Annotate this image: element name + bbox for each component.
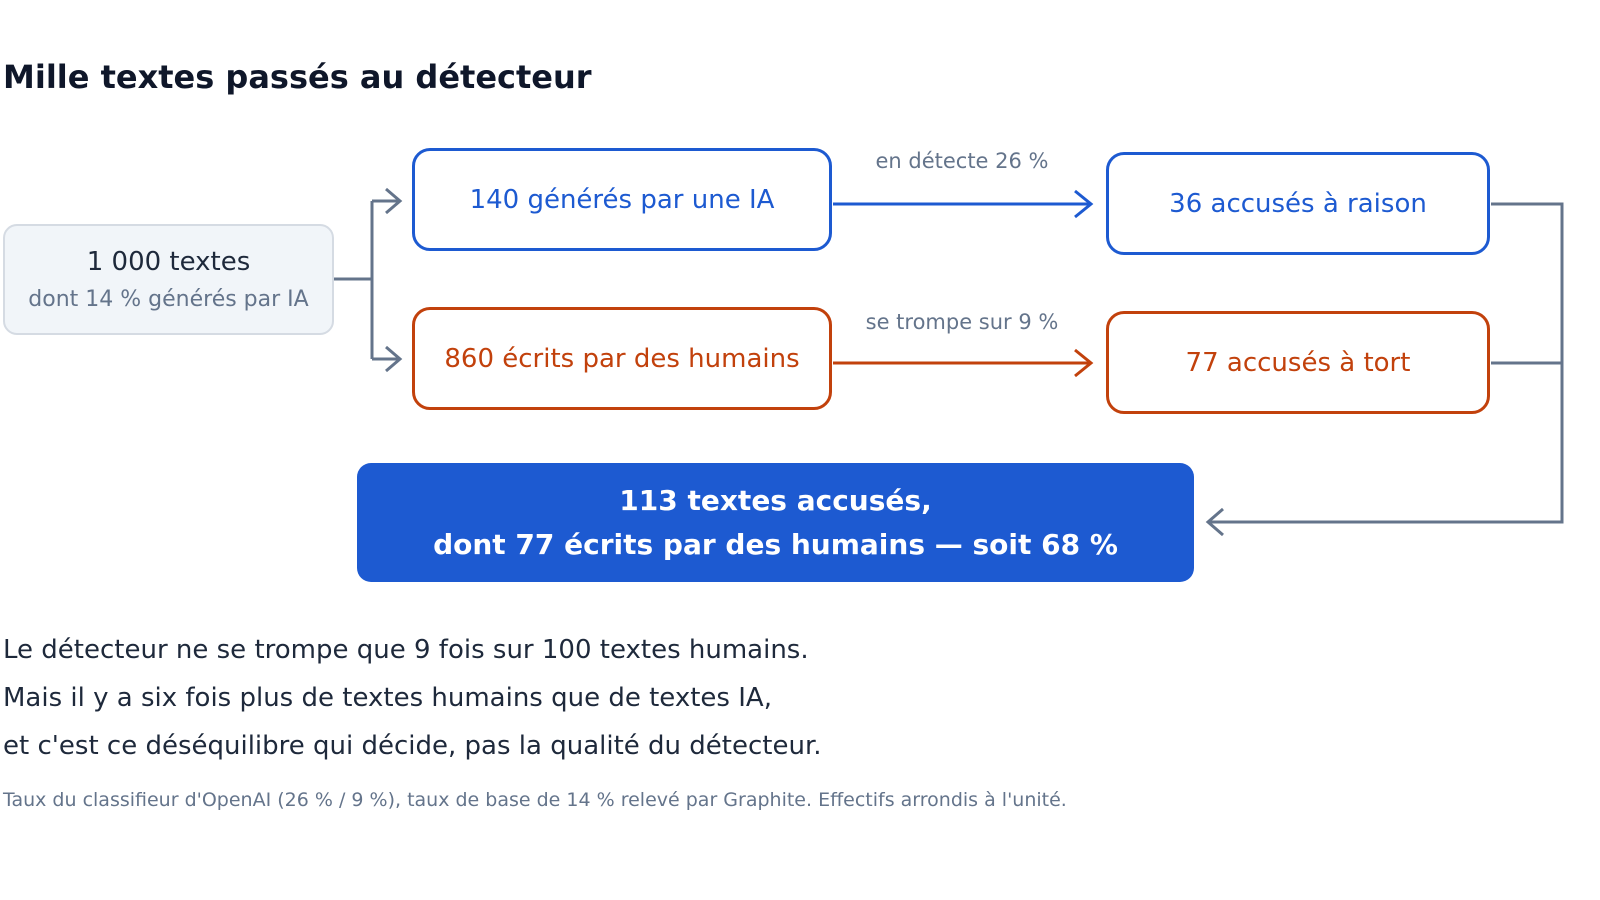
- explanation-text: [3, 626, 822, 770]
- source-node: [3, 224, 334, 335]
- result-node: [357, 463, 1194, 582]
- page-title: Mille textes passés au détecteur: [3, 58, 592, 96]
- result-line-1: 113 textes accusés,: [619, 483, 932, 517]
- human-edge-label: se trompe sur 9 %: [865, 310, 1059, 334]
- true-positive-label: 36 accusés à raison: [1169, 188, 1427, 219]
- explanation-line: Mais il y a six fois plus de textes humains que de textes IA,: [3, 683, 772, 713]
- ai-texts-node: [412, 148, 832, 251]
- false-positive-label: 77 accusés à tort: [1185, 347, 1411, 378]
- false-positive-node: [1106, 311, 1490, 414]
- ai-texts-label: 140 générés par une IA: [469, 184, 775, 215]
- source-count: 1 000 textes: [86, 246, 251, 277]
- explanation-line: Le détecteur ne se trompe que 9 fois sur 100 textes humains.: [3, 635, 809, 665]
- source-share: dont 14 % générés par IA: [28, 286, 309, 312]
- explanation-line: et c'est ce déséquilibre qui décide, pas la qualité du détecteur.: [3, 731, 822, 761]
- human-texts-label: 860 écrits par des humains: [444, 343, 800, 374]
- source-note: Taux du classifieur d'OpenAI (26 % / 9 %), taux de base de 14 % relevé par Graphite. Effectifs arrondis à l'unité.: [3, 789, 1067, 811]
- true-positive-node: [1106, 152, 1490, 255]
- result-line-2: dont 77 écrits par des humains — soit 68 %: [433, 527, 1118, 561]
- ai-edge-label: en détecte 26 %: [875, 149, 1049, 173]
- human-texts-node: [412, 307, 832, 410]
- split-connector: [334, 201, 398, 359]
